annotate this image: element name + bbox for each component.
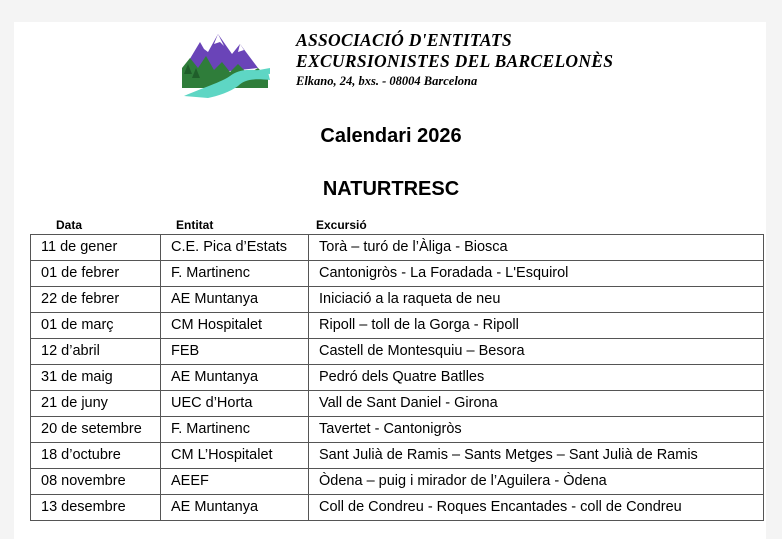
table-row — [31, 287, 764, 313]
table-row — [31, 495, 764, 521]
table-row — [31, 443, 764, 469]
table-row — [31, 365, 764, 391]
entity-cell: AE Muntanya — [161, 365, 309, 391]
table-row — [31, 235, 764, 261]
excursion-cell: Vall de Sant Daniel - Girona — [309, 391, 764, 417]
date-cell: 01 de març — [31, 313, 161, 339]
program-title: NATURTRESC — [322, 178, 460, 200]
column-header-date: Data — [56, 218, 83, 232]
table-row — [31, 391, 764, 417]
table-row — [31, 417, 764, 443]
excursion-cell: Castell de Montesquiu – Besora — [309, 339, 764, 365]
organization-address: Elkano, 24, bxs. - 08004 Barcelona — [296, 74, 478, 88]
entity-cell: UEC d’Horta — [161, 391, 309, 417]
entity-cell: CM L’Hospitalet — [161, 443, 309, 469]
column-header-excursion: Excursió — [316, 218, 367, 232]
date-cell: 22 de febrer — [31, 287, 161, 313]
excursion-cell: Cantonigròs - La Foradada - L'Esquirol — [309, 261, 764, 287]
excursion-cell: Torà – turó de l’Àliga - Biosca — [309, 235, 764, 261]
calendar-title: Calendari 2026 — [320, 125, 462, 147]
entity-cell: F. Martinenc — [161, 417, 309, 443]
organization-header — [296, 30, 613, 90]
excursion-cell: Tavertet - Cantonigròs — [309, 417, 764, 443]
entity-cell: CM Hospitalet — [161, 313, 309, 339]
excursion-cell: Òdena – puig i mirador de l’Aguilera - Òdena — [309, 469, 764, 495]
table-row — [31, 339, 764, 365]
table-row — [31, 469, 764, 495]
table-row — [31, 313, 764, 339]
excursion-cell: Pedró dels Quatre Batlles — [309, 365, 764, 391]
date-cell: 21 de juny — [31, 391, 161, 417]
entity-cell: F. Martinenc — [161, 261, 309, 287]
organization-name-line2: EXCURSIONISTES DEL BARCELONÈS — [296, 51, 614, 71]
entity-cell: FEB — [161, 339, 309, 365]
excursion-cell: Sant Julià de Ramis – Sants Metges – Sant Julià de Ramis — [309, 443, 764, 469]
date-cell: 12 d’abril — [31, 339, 161, 365]
excursion-cell: Coll de Condreu - Roques Encantades - coll de Condreu — [309, 495, 764, 521]
date-cell: 18 d’octubre — [31, 443, 161, 469]
date-cell: 13 desembre — [31, 495, 161, 521]
date-cell: 11 de gener — [31, 235, 161, 261]
date-cell: 31 de maig — [31, 365, 161, 391]
entity-cell: C.E. Pica d’Estats — [161, 235, 309, 261]
organization-name-line1: ASSOCIACIÓ D'ENTITATS — [296, 30, 512, 50]
entity-cell: AE Muntanya — [161, 495, 309, 521]
date-cell: 20 de setembre — [31, 417, 161, 443]
calendar-table — [30, 234, 764, 521]
mountain-river-icon — [178, 28, 274, 98]
entity-cell: AE Muntanya — [161, 287, 309, 313]
table-row — [31, 261, 764, 287]
excursion-cell: Ripoll – toll de la Gorga - Ripoll — [309, 313, 764, 339]
excursion-cell: Iniciació a la raqueta de neu — [309, 287, 764, 313]
entity-cell: AEEF — [161, 469, 309, 495]
date-cell: 01 de febrer — [31, 261, 161, 287]
date-cell: 08 novembre — [31, 469, 161, 495]
column-header-entity: Entitat — [176, 218, 214, 232]
